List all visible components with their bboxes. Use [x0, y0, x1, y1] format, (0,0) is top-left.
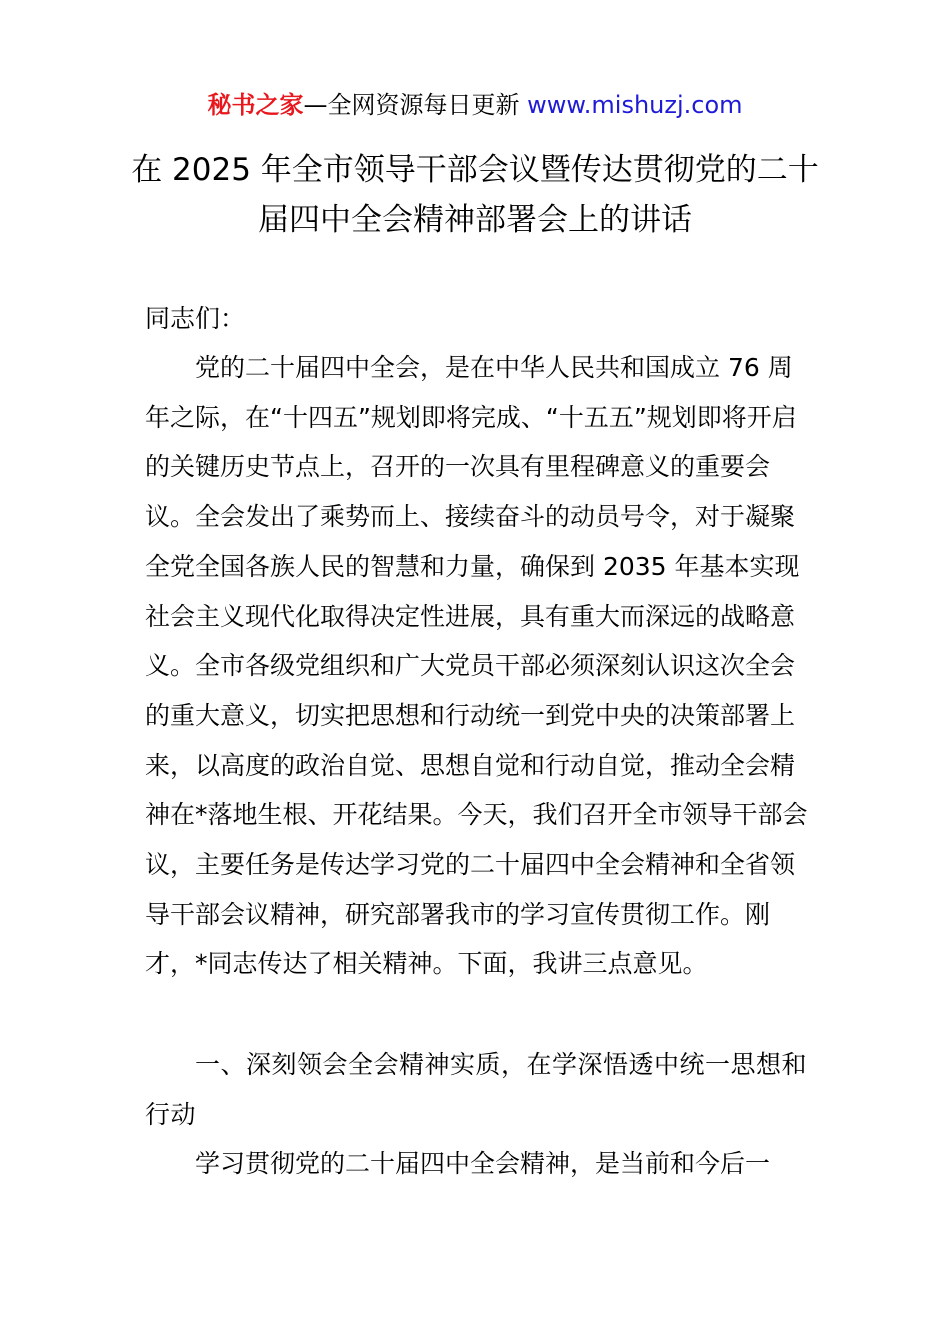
brand-name: 秘书之家 — [207, 91, 304, 119]
header-slogan: —全网资源每日更新 — [303, 91, 528, 119]
section-heading-1: 一、深刻领会全会精神实质，在学深悟透中统一思想和行动 — [145, 1050, 808, 1129]
site-header — [0, 88, 950, 122]
site-url-link[interactable]: www.mishuzj.com — [527, 91, 743, 119]
salutation: 同志们： — [145, 304, 246, 333]
paragraph-intro: 党的二十届四中全会，是在中华人民共和国成立 76 周年之际，在“十四五”规划即将完成、“十五五”规划即将开启的关键历史节点上，召开的一次具有里程碑意义的重要会议。全会发出了乘势而上、接续奋斗的动员号令，对于凝聚全党全国各族人民的智慧和力量，确保到 2035 年基本实现社会主义现代化取得决定性进展，具有重大而深远的战略意义。全市各级党组织和广大党员干部必须深刻认识这次全会的重大意义，切实把思想和行动统一到党中央的决策部署上来，以高度的政治自觉、思想自觉和行动自觉，推动全会精神在*落地生根、开花结果。今天，我们召开全市领导干部会议，主要任务是传达学习党的二十届四中全会精神和全省领导干部会议精神，研究部署我市的学习宣传贯彻工作。刚才，*同志传达了相关精神。下面，我讲三点意见。 — [145, 353, 808, 979]
paragraph-section-1: 学习贯彻党的二十届四中全会精神，是当前和今后一 — [195, 1149, 771, 1178]
document-title: 在 2025 年全市领导干部会议暨传达贯彻党的二十届四中全会精神部署会上的讲话 — [131, 152, 819, 238]
